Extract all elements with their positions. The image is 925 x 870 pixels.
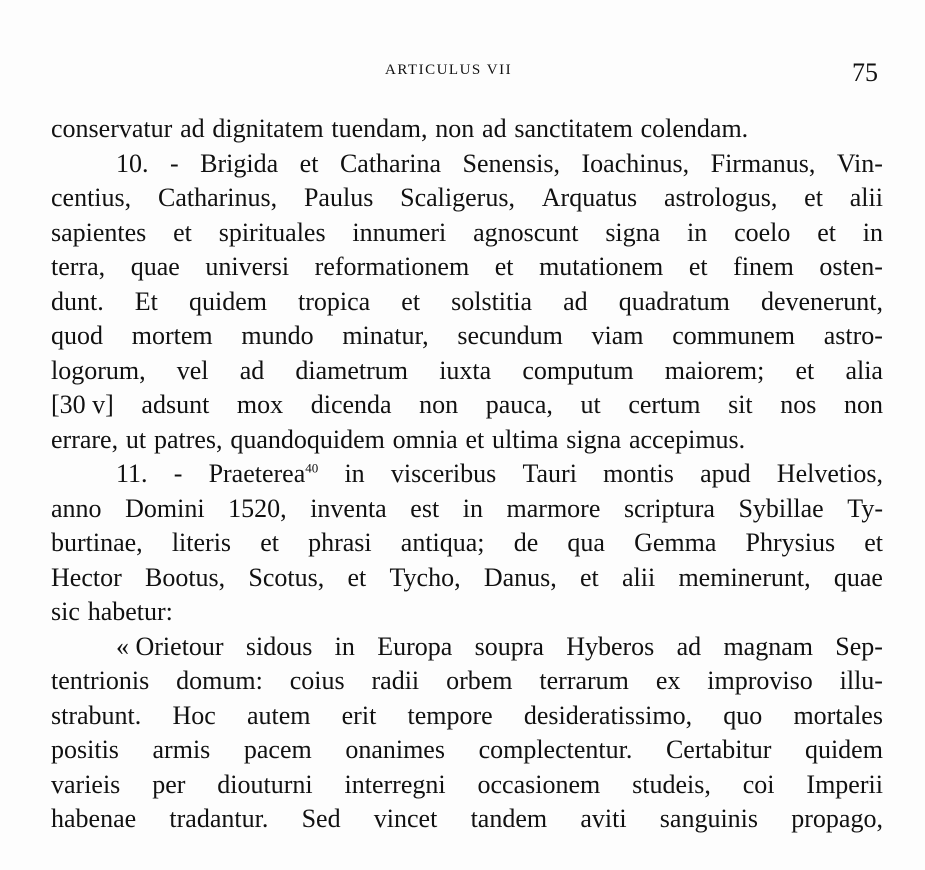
word: per: [152, 769, 186, 799]
word: dignitatem: [212, 114, 324, 143]
word: et: [299, 148, 319, 178]
word: vel: [176, 355, 209, 385]
word: studeis,: [632, 769, 711, 799]
word: quo: [723, 700, 763, 730]
word: secundum: [457, 321, 563, 350]
word: burtinae,: [51, 528, 143, 557]
body-text: [51, 112, 883, 837]
word: agnoscunt: [473, 217, 579, 247]
word: et: [347, 562, 367, 592]
word: Arquatus: [541, 183, 638, 212]
text-line: [51, 630, 883, 665]
text-line: [51, 112, 883, 147]
footnote-marker: 40: [305, 460, 319, 476]
text-line: [51, 354, 883, 389]
text-line: [51, 147, 883, 182]
text-line: [51, 216, 883, 251]
word: magnam: [723, 631, 813, 661]
word: signa: [566, 424, 622, 454]
running-head: [0, 58, 925, 88]
word: et: [173, 217, 192, 247]
word: Scotus,: [248, 562, 325, 592]
word: accepimus.: [628, 424, 746, 454]
word: innumeri: [352, 217, 447, 247]
word: 10.: [116, 148, 149, 178]
word: quae: [130, 252, 180, 281]
word: spirituales: [218, 217, 326, 247]
word: Praeterea$^{40}$: [208, 459, 319, 488]
word: adsunt: [141, 390, 210, 419]
word: et: [401, 286, 421, 316]
text-line: [51, 699, 883, 734]
text-line: [51, 526, 883, 561]
word: apud: [700, 459, 751, 488]
word: onanimes: [345, 735, 445, 764]
word: solstitia: [451, 286, 533, 316]
word: domum:: [176, 666, 263, 695]
word: Senensis,: [462, 148, 561, 178]
word: soupra: [474, 631, 544, 661]
word: illu-: [839, 666, 883, 695]
word: 1520,: [228, 493, 287, 523]
word: in: [334, 631, 355, 661]
word: interregni: [344, 769, 446, 799]
word: autem: [246, 700, 311, 730]
word: ad: [676, 631, 702, 661]
word: et: [864, 528, 883, 557]
text-line: [51, 181, 883, 216]
word: Scaligerus,: [400, 183, 515, 212]
word: scriptura: [623, 493, 715, 523]
word: complectentur.: [478, 735, 633, 764]
word: Bootus,: [144, 562, 226, 592]
word: quadratum: [618, 286, 730, 316]
word: mutationem: [539, 252, 664, 281]
word: mundo: [241, 321, 314, 350]
word: patres,: [153, 424, 223, 454]
word: Catharinus,: [157, 183, 278, 212]
word: propago,: [791, 804, 883, 833]
word: universi: [205, 252, 290, 281]
word: radii: [371, 666, 420, 695]
word: habenae: [51, 804, 137, 833]
text-line: [51, 733, 883, 768]
word: computum: [522, 355, 634, 385]
word: habetur:: [87, 597, 173, 626]
word: ex: [655, 666, 681, 695]
word: Sed: [301, 804, 341, 833]
word: Ty-: [847, 493, 883, 523]
text-line: [51, 319, 883, 354]
word: Brigida: [200, 148, 279, 178]
word: omnia: [392, 424, 458, 454]
word: coelo: [734, 217, 791, 247]
word: quidem: [804, 735, 883, 764]
word: -: [170, 148, 179, 178]
word: ad: [239, 355, 265, 385]
word: literis: [171, 528, 232, 557]
word: Europa: [377, 631, 453, 661]
word: ut: [125, 424, 147, 454]
word: phrasi: [308, 528, 372, 557]
word: Certabitur: [665, 735, 772, 764]
word: mortem: [131, 321, 213, 350]
text-line: [51, 250, 883, 285]
word: centius,: [51, 183, 132, 212]
text-line: [51, 492, 883, 527]
word: minatur,: [342, 321, 429, 350]
word: errare,: [51, 424, 119, 454]
word: Hyberos: [566, 631, 655, 661]
word: qua: [567, 528, 605, 557]
word: nos: [780, 390, 817, 419]
word: Tauri: [522, 459, 577, 488]
word: quae: [833, 562, 883, 592]
word: quandoquidem: [230, 424, 385, 454]
word: colendam.: [640, 114, 749, 143]
word: quod: [51, 321, 103, 350]
word: terrarum: [539, 666, 629, 695]
word: dicenda: [310, 390, 392, 419]
word: Catharina: [339, 148, 442, 178]
word: de: [513, 528, 539, 557]
word: et: [260, 528, 279, 557]
word: visceribus: [390, 459, 497, 488]
word: et: [795, 355, 815, 385]
word: non: [435, 114, 475, 143]
word: et: [465, 424, 485, 454]
word: Vin-: [836, 148, 883, 178]
text-line: [51, 802, 883, 837]
word: aviti: [580, 804, 627, 833]
text-line: [51, 664, 883, 699]
text-line: [51, 595, 883, 630]
word: in: [862, 217, 883, 247]
word: mortales: [793, 700, 883, 730]
word: erit: [341, 700, 377, 730]
word: Helvetios,: [776, 459, 883, 488]
word: coi: [742, 769, 775, 799]
word: varieis: [51, 769, 121, 799]
word: astro-: [823, 321, 883, 350]
word: positis: [51, 735, 119, 764]
word: ad: [180, 114, 205, 143]
word: sit: [728, 390, 753, 419]
word: quidem: [188, 286, 267, 316]
word: [30 v]: [51, 390, 114, 419]
word: logorum,: [51, 355, 146, 385]
word: osten-: [819, 252, 883, 281]
word: pauca,: [485, 390, 553, 419]
word: Phrysius: [745, 528, 836, 557]
word: armis: [152, 735, 211, 764]
word: et: [804, 183, 823, 212]
text-line: [51, 423, 883, 458]
word: anno: [51, 493, 102, 523]
word: est: [410, 493, 440, 523]
word: tandem: [470, 804, 548, 833]
word: devenerunt,: [760, 286, 883, 316]
word: mox: [236, 390, 284, 419]
word: 11.: [116, 459, 148, 488]
text-line: [51, 457, 883, 492]
word: occasionem: [477, 769, 601, 799]
word: signa: [605, 217, 661, 247]
word: diouturni: [217, 769, 313, 799]
word: -: [173, 459, 183, 488]
word: Danus,: [483, 562, 557, 592]
text-line: [51, 388, 883, 423]
word: antiqua;: [400, 528, 485, 557]
word: et: [688, 252, 708, 281]
word: tentrionis: [51, 666, 150, 695]
word: maiorem;: [664, 355, 765, 385]
word: sic: [51, 597, 80, 626]
word: Paulus: [303, 183, 374, 212]
word: tropica: [298, 286, 371, 316]
word: sanctitatem: [514, 114, 633, 143]
word: Sybillae: [738, 493, 824, 523]
word: astrologus,: [663, 183, 778, 212]
word: Tycho,: [389, 562, 461, 592]
word: alii: [622, 562, 656, 592]
word: dunt.: [51, 286, 104, 316]
word: in: [462, 493, 483, 523]
word: ut: [580, 390, 601, 419]
word: tuendam,: [331, 114, 428, 143]
word: inventa: [310, 493, 387, 523]
word: reformationem: [314, 252, 470, 281]
word: alii: [849, 183, 883, 212]
word: communem: [672, 321, 796, 350]
word: ad: [482, 114, 507, 143]
word: et: [494, 252, 514, 281]
word: terra,: [51, 252, 106, 281]
word: Domini: [125, 493, 205, 523]
word: et: [580, 562, 599, 592]
running-title: ARTICULUS VII: [385, 62, 513, 78]
word: iuxta: [439, 355, 492, 385]
word: non: [843, 390, 883, 419]
word: orbem: [446, 666, 513, 695]
word: diametrum: [295, 355, 409, 385]
word: coius: [289, 666, 345, 695]
word: finem: [733, 252, 794, 281]
word: viam: [591, 321, 644, 350]
word: Hector: [51, 562, 122, 592]
word: Hoc: [172, 700, 216, 730]
word: Ioachinus,: [581, 148, 690, 178]
word: improviso: [707, 666, 813, 695]
word: ad: [563, 286, 588, 316]
word: ultima: [492, 424, 559, 454]
word: Et: [134, 286, 158, 316]
word: et: [817, 217, 836, 247]
word: tradantur.: [169, 804, 269, 833]
word: in: [687, 217, 708, 247]
word: desideratissimo,: [523, 700, 693, 730]
word: sidous: [245, 631, 313, 661]
word: Firmanus,: [710, 148, 816, 178]
word: in: [344, 459, 365, 488]
word: vincet: [373, 804, 438, 833]
word: meminerunt,: [678, 562, 811, 592]
word: montis: [603, 459, 674, 488]
word: « Orietour: [116, 631, 224, 661]
word: alia: [845, 355, 883, 385]
word: strabunt.: [51, 700, 142, 730]
text-line: [51, 561, 883, 596]
text-line: [51, 285, 883, 320]
word: pacem: [243, 735, 312, 764]
word: marmore: [506, 493, 601, 523]
page-number: 75: [852, 58, 878, 87]
word: sanguinis: [659, 804, 759, 833]
word: conservatur: [51, 114, 173, 143]
word: tempore: [407, 700, 493, 730]
word: sapientes: [51, 217, 147, 247]
word: Sep-: [835, 631, 883, 661]
word: Imperii: [806, 769, 883, 799]
word: non: [419, 390, 459, 419]
word: Gemma: [634, 528, 717, 557]
text-line: [51, 768, 883, 803]
word: certum: [628, 390, 701, 419]
